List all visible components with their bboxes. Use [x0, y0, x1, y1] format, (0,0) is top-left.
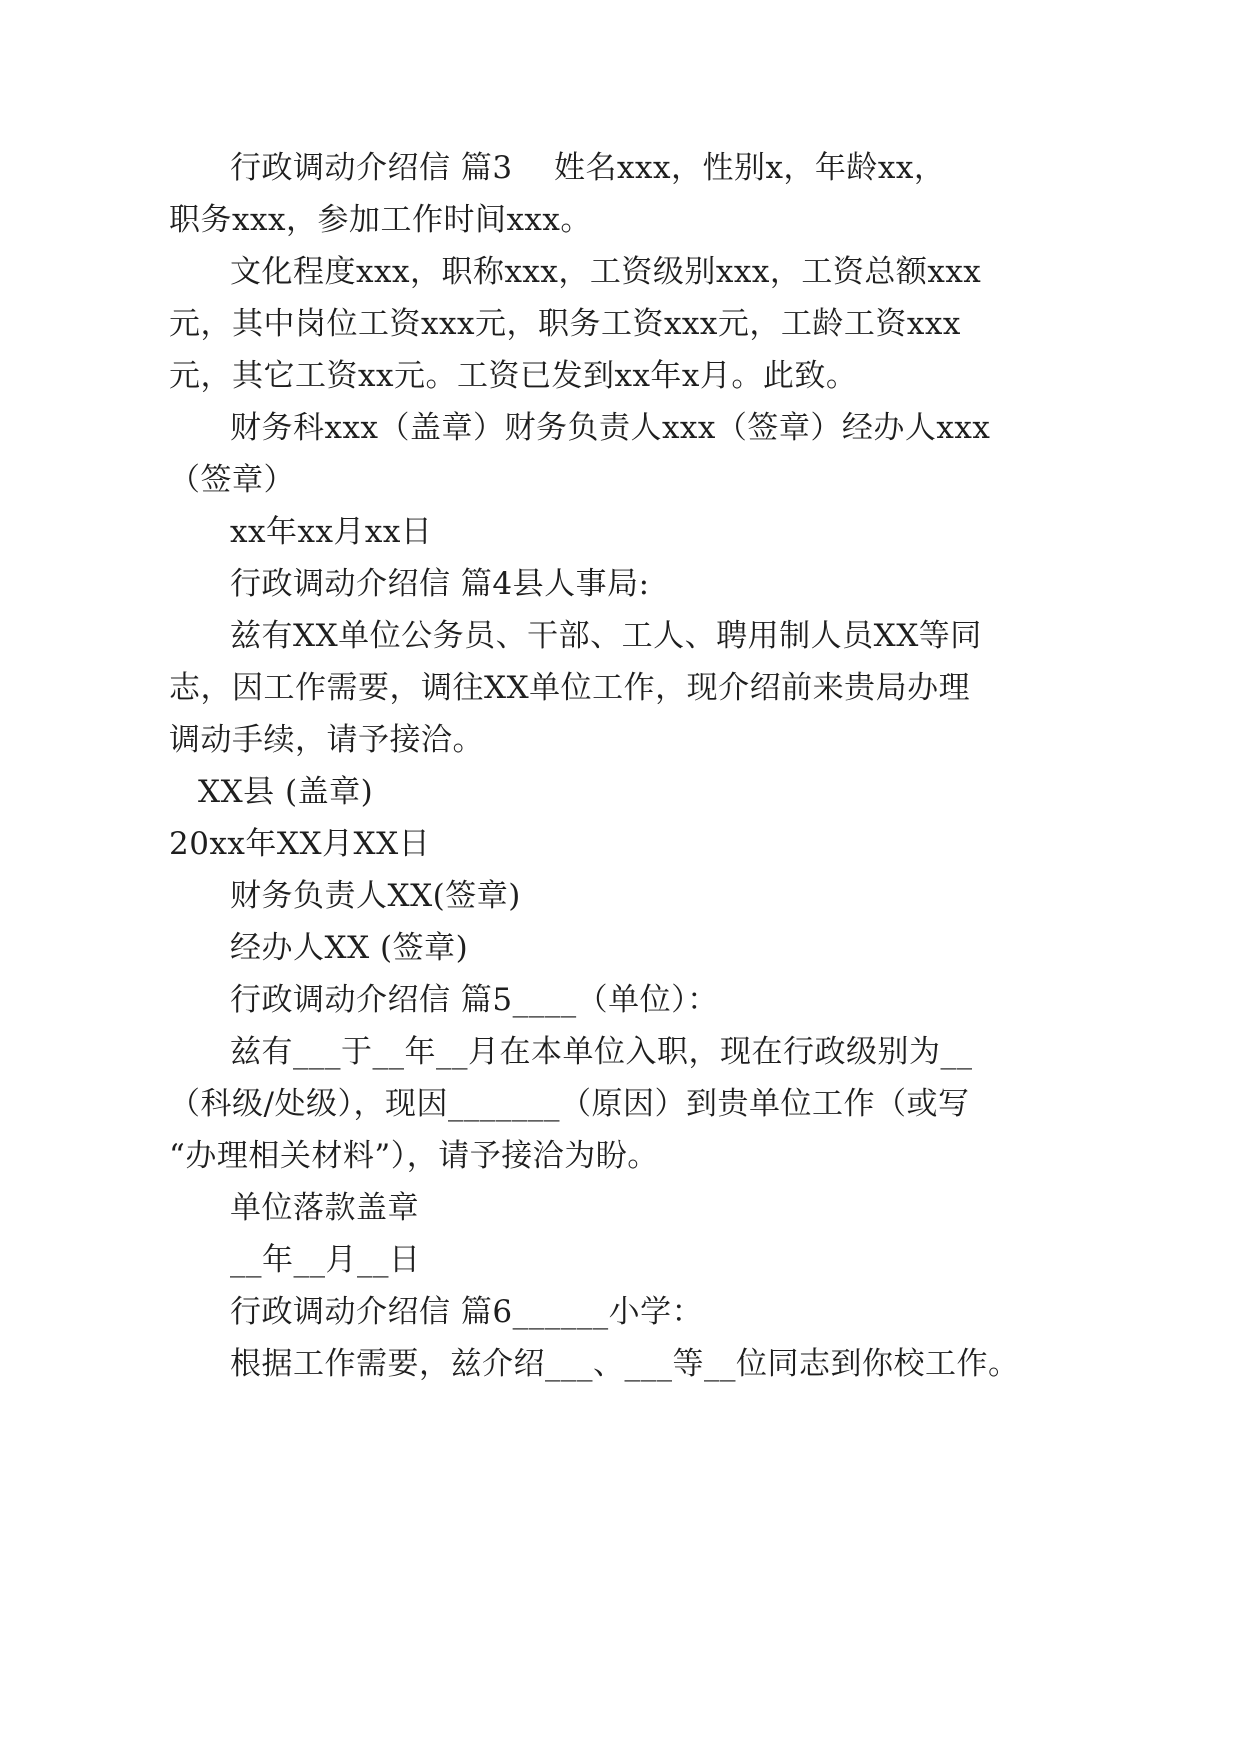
text-line: 兹有___于__年__月在本单位入职，现在行政级别为__	[230, 1034, 973, 1070]
text-line: 行政调动介绍信 篇3 姓名xxx，性别x，年龄xx，	[230, 150, 946, 186]
text-line: xx年xx月xx日	[230, 514, 433, 550]
text-line: 财务科xxx（盖章）财务负责人xxx（签章）经办人xxx	[230, 410, 991, 446]
text-line: 调动手续，请予接洽。	[169, 722, 484, 758]
text-line: 元，其中岗位工资xxx元，职务工资xxx元，工龄工资xxx	[169, 306, 961, 342]
text-line: 兹有XX单位公务员、干部、工人、聘用制人员XX等同	[230, 618, 982, 654]
text-line: 文化程度xxx，职称xxx，工资级别xxx，工资总额xxx	[230, 254, 982, 290]
text-line: XX县 (盖章)	[198, 774, 374, 810]
text-line: 职务xxx，参加工作时间xxx。	[169, 202, 592, 238]
section-heading: 行政调动介绍信 篇5____（单位）：	[230, 982, 719, 1018]
text-line: __年__月__日	[230, 1242, 421, 1278]
text-line: （科级/处级），现因_______（原因）到贵单位工作（或写	[169, 1086, 970, 1122]
text-line: 根据工作需要，兹介绍___、___等__位同志到你校工作。	[230, 1346, 1020, 1382]
text-line: 20xx年XX月XX日	[169, 826, 431, 862]
section-heading: 行政调动介绍信 篇6______小学：	[230, 1294, 704, 1330]
text-line: 元，其它工资xx元。工资已发到xx年x月。此致。	[169, 358, 858, 394]
text-line: 财务负责人XX(签章)	[230, 878, 521, 914]
text-line: （签章）	[169, 462, 295, 498]
text-line: 志，因工作需要，调往XX单位工作，现介绍前来贵局办理	[169, 670, 971, 706]
text-line: 经办人XX (签章)	[230, 930, 469, 966]
text-line: “办理相关材料”），请予接洽为盼。	[169, 1138, 659, 1174]
text-line: 单位落款盖章	[230, 1190, 419, 1226]
section-heading: 行政调动介绍信 篇4县人事局:	[230, 566, 650, 602]
